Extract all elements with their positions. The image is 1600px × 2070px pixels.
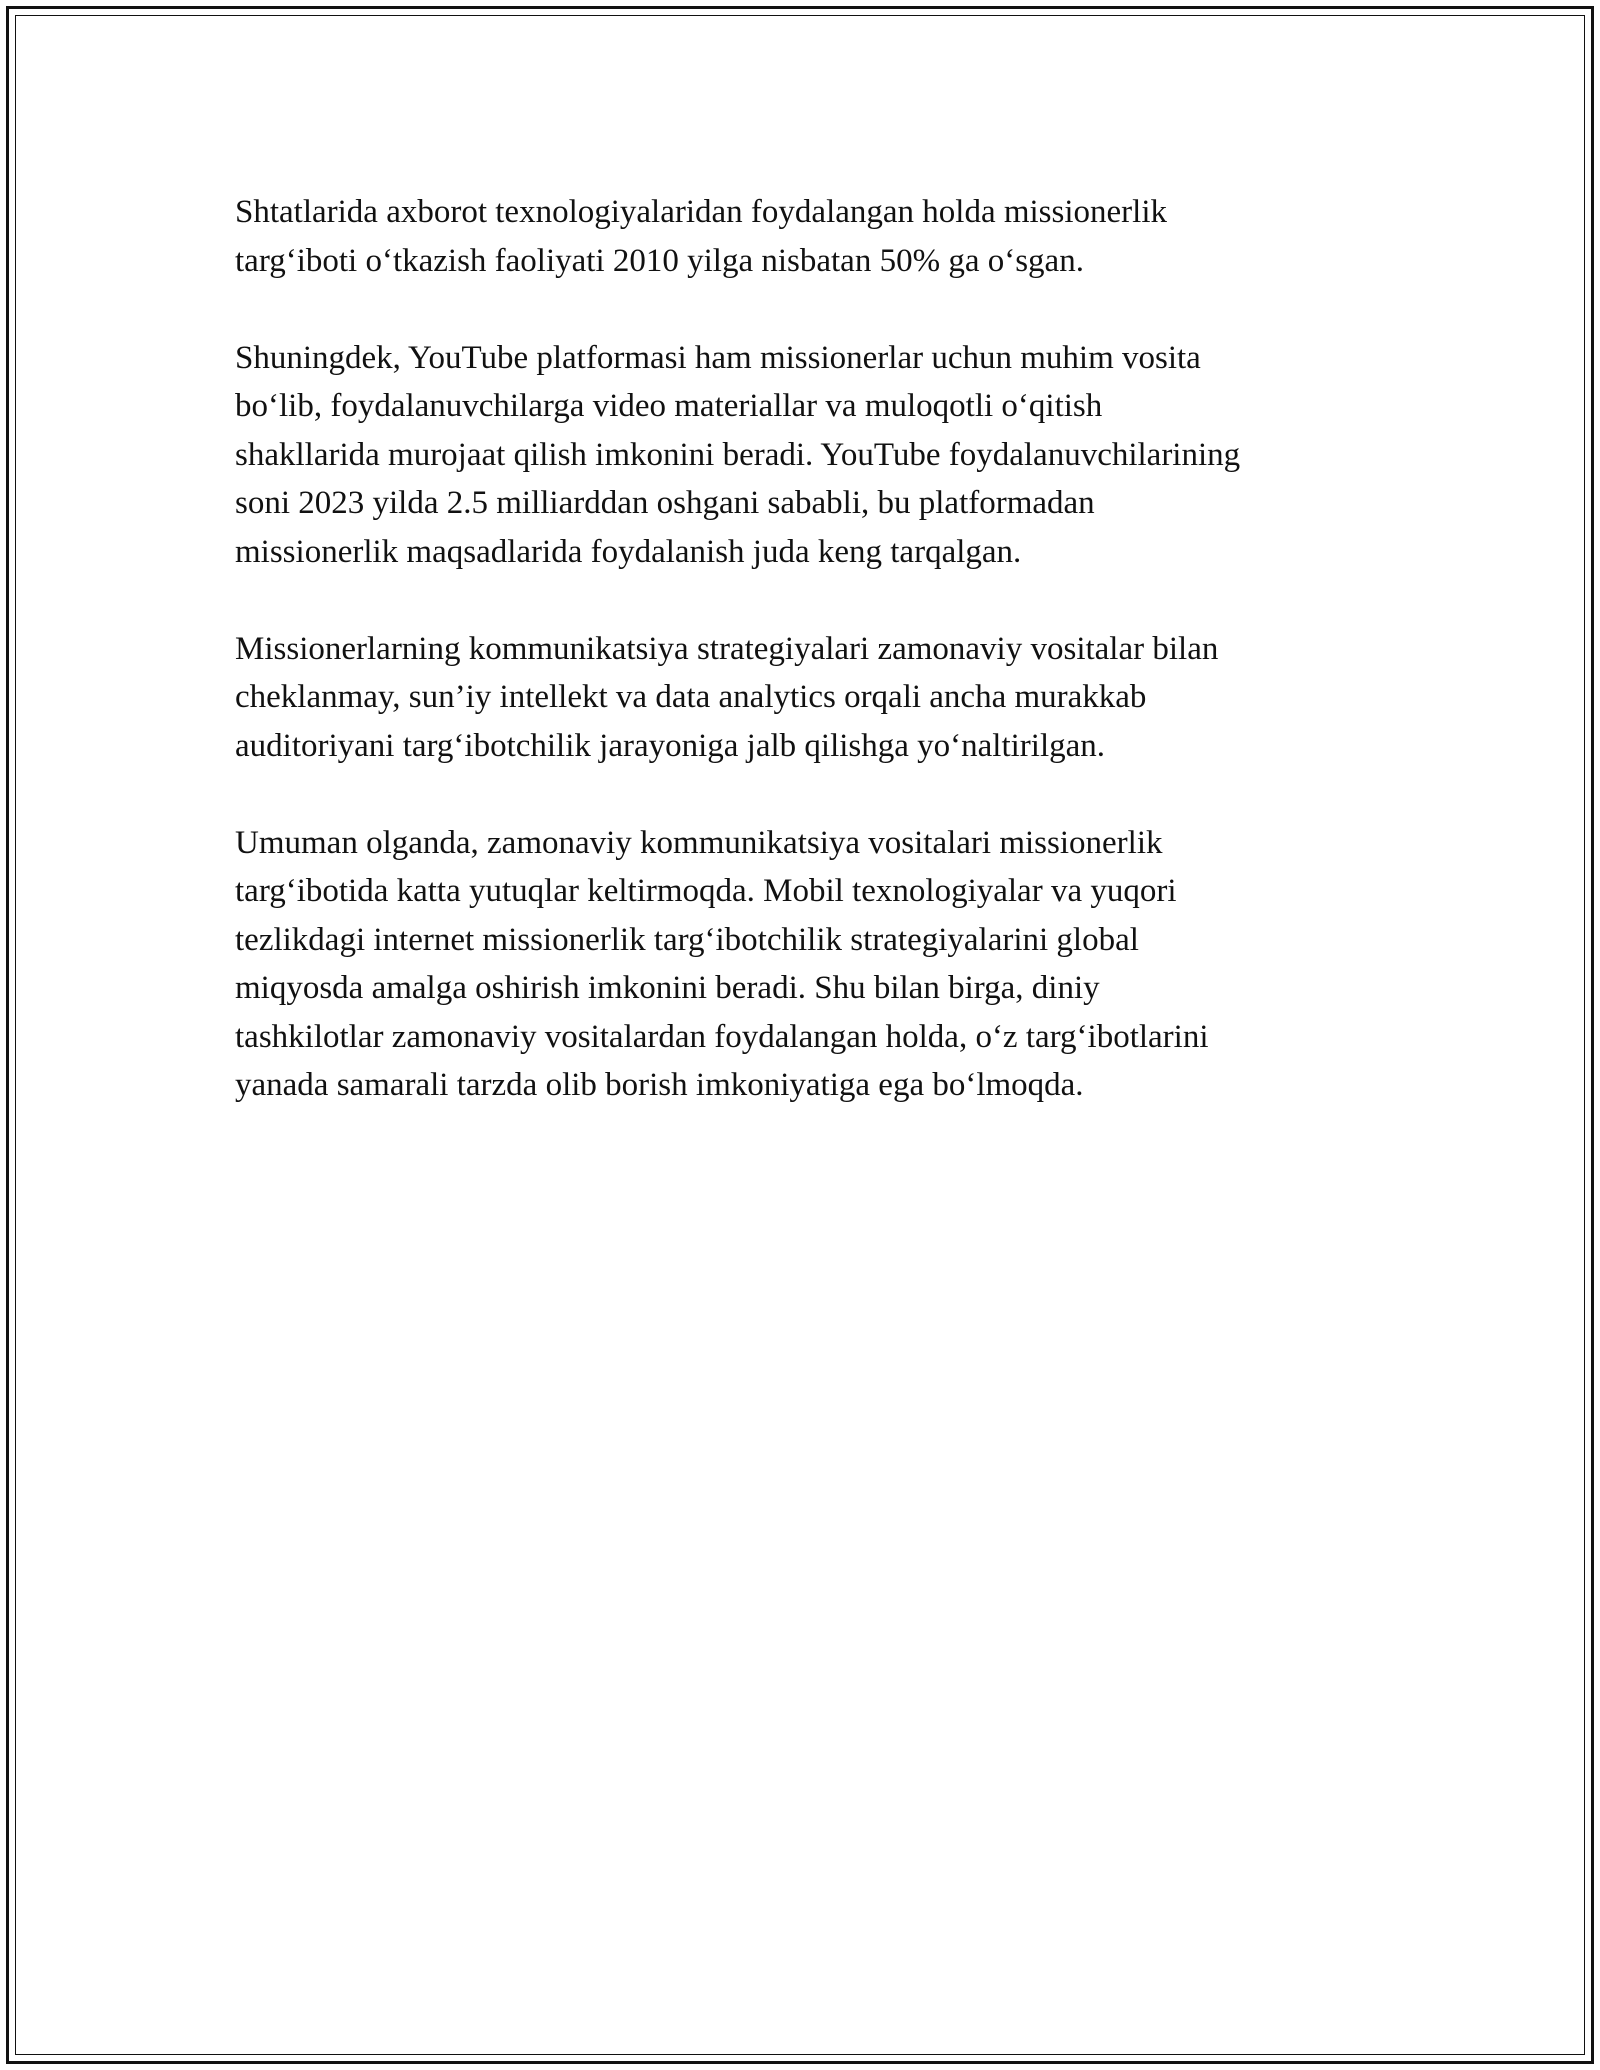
text-line: shakllarida murojaat qilish imkonini beradi. YouTube foydalanuvchilarining [235,436,1241,473]
paragraph-4 [235,819,1385,1110]
text-line: auditoriyani targ‘ibotchilik jarayoniga jalb qilishga yo‘naltirilgan. [235,727,1106,764]
text-line: targ‘iboti o‘tkazish faoliyati 2010 yilga nisbatan 50% ga o‘sgan. [235,242,1084,279]
text-line: Missionerlarning kommunikatsiya strategiyalari zamonaviy vositalar bilan [235,630,1219,667]
paragraph-1 [235,188,1385,285]
text-line: yanada samarali tarzda olib borish imkoniyatiga ega bo‘lmoqda. [235,1067,1084,1103]
text-line: Shuningdek, YouTube platformasi ham missionerlar uchun muhim vosita [235,339,1201,376]
document-body [235,188,1385,1158]
text-line: tashkilotlar zamonaviy vositalardan foydalangan holda, o‘z targ‘ibotlarini [235,1018,1209,1055]
text-line: cheklanmay, sun’iy intellekt va data analytics orqali ancha murakkab [235,679,1147,715]
text-line: tezlikdagi internet missionerlik targ‘ibotchilik strategiyalarini global [235,921,1139,958]
text-line: Umuman olganda, zamonaviy kommunikatsiya vositalari missionerlik [235,824,1163,861]
text-line: bo‘lib, foydalanuvchilarga video materiallar va muloqotli o‘qitish [235,388,1103,424]
paragraph-3 [235,625,1385,771]
text-line: Shtatlarida axborot texnologiyalaridan foydalangan holda missionerlik [235,194,1168,230]
text-line: miqyosda amalga oshirish imkonini beradi. Shu bilan birga, diniy [235,970,1100,1006]
text-line: missionerlik maqsadlarida foydalanish juda keng tarqalgan. [235,533,1022,570]
paragraph-2 [235,334,1385,577]
text-line: soni 2023 yilda 2.5 milliarddan oshgani sababli, bu platformadan [235,485,1095,521]
text-line: targ‘ibotida katta yutuqlar keltirmoqda. Mobil texnologiyalar va yuqori [235,873,1177,909]
